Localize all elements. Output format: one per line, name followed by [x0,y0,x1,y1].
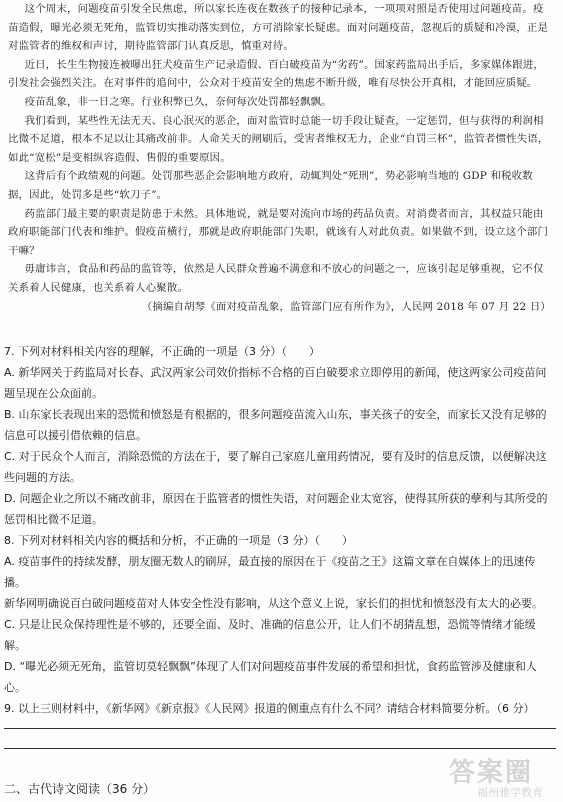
question-8-stem: 8. 下列对材料相关内容的概括和分析，不正确的一项是（3 分）（ ） [4,534,353,547]
questions-block [0,341,563,719]
source-credit: （摘编自胡琴《面对疫苗乱象，监管部门应有所作为》，人民网 2018 年 07 月 22 日） [141,300,551,313]
question-8-option-b: 新华网明确说百白破问题疫苗对人体安全性没有影响，从这个意义上说，家长们的担忧和愤怒没有太大的必要。 [4,597,543,610]
watermark-subtext: 福州雅学教育 [477,786,543,799]
question-7-option-a: A. 新华网关于药监局对长春、武汉两家公司效价指标不合格的百白破要求立即停用的新闻，使这两家公司疫苗问题呈现在公众面前。 [4,366,547,400]
question-9-stem: 9. 以上三则材料中，《新华网》《新京报》《人民网》报道的侧重点有什么不同？请结合材料简要分析。（6 分） [4,702,535,715]
material-paragraph: 毋庸讳言，食品和药品的监管等，依然是人民群众普遍不满意和不放心的问题之一，应该引起足够重视，它不仅关系着人民健康，也关系着人心聚散。 [8,263,544,294]
question-7-stem: 7. 下列对材料相关内容的理解，不正确的一项是（3 分）（ ） [4,345,320,358]
question-8-option-a: A. 疫苗事件的持续发酵，朋友圈无数人的刷屏，最直接的原因在于《疫苗之王》这篇文章在自媒体上的迅速传播。 [4,555,536,589]
watermark-text: 答案圈 [448,758,533,788]
answer-lines [4,728,556,768]
material-paragraph: 药监部门最主要的职责是防患于未然。具体地说，就是要对流向市场的药品负责。对消费者而言，其权益只能由政府职能部门代表和维护。假疫苗横行，那就是政府职能部门失职，就该有人对此负责。如果做不到，设立这个部门干嘛？ [8,207,549,257]
answer-line [4,748,556,749]
question-8-option-d: D. “曝光必须无死角，监管切莫轻飘飘”体现了人们对问题疫苗事件发展的希望和担忧，食药监管涉及健康和人心。 [4,660,537,694]
material-paragraph: 近日，长生生物接连被曝出狂犬疫苗生产记录造假、百白破疫苗为“劣药”。国家药监局出手后，多家媒体跟进，引发社会强烈关注。在对事件的追问中，公众对于疫苗安全的焦虑不断升级，唯有尽快公开真相，才能回应质疑。 [8,58,544,90]
section-title: 二、古代诗文阅读（36 分） [4,782,156,796]
question-7-option-b: B. 山东家长表现出来的恐慌和愤怒是有根据的，很多问题疫苗流入山东，事关孩子的安全，而家长又没有足够的信息可以援引借依赖的信息。 [4,408,547,442]
material-paragraph: 疫苗乱象，非一日之寒。行业积弊已久，奈何每次处罚都轻飘飘。 [24,95,332,108]
question-7-option-d: D. 问题企业之所以不痛改前非，原因在于监管者的惯性失语，对问题企业太宽容，使得其所获的孽利与其所受的惩罚相比微不足道。 [4,492,548,526]
material-paragraph: 我们看到，某些性无法无天、良心泯灭的恶企，面对监管时总能一切手段让疑查，一定惩罚，但与获得的利润相比微不足道，根本不足以让其痛改前非。人命关天的闸刷后，受害者维权无力，企业“自罚三杯”，监管者惯性失语，如此“宽松”是变相纵容造假、售假的重要原因。 [8,114,549,164]
answer-line [4,728,556,729]
material-paragraph: 这背后有个政绩观的问题。处罚那些恶企会影响地方政府，动辄判处“死刑”，势必影响当地的 GDP 和税收数据，因此，处罚多是些“软刀子”。 [8,170,533,201]
material-paragraph: 这个周末，问题疫苗引发全民焦虑，所以家长连夜在数孩子的接种记录本，一项项对照是否使用过问题疫苗。疫苗造假，曝光必须无死角，监管切实推动落实到位，方可消除家长疑虑。面对问题疫苗，忽视后的质疑和冷漠，正是对监管者的维权和声讨，期待监管部门认真反思，慎重对待。 [8,3,549,53]
question-8-option-c: C. 只是让民众保持理性是不够的，还要全面、及时、准确的信息公开，让人们不胡猜乱想，恐慌等情绪才能缓解。 [4,618,536,652]
question-7-option-c: C. 对于民众个人而言，消除恐慌的方法在于，要了解自己家庭儿童用药情况，要有及时的信息反馈，以便解决这些问题的方法。 [4,450,547,484]
